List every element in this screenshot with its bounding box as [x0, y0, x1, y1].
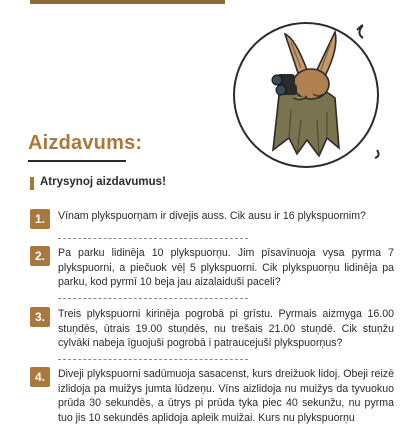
instruction-marker: [30, 177, 34, 190]
task-text: Treis plykspuorni kirinēja pogrobā pi grīstu. Pyrmais aizmyga 16.00 stuņdēs, ūtrais 19.00 stuņdēs, nu trešais 21.00 stuņdē. Cik stuņžu cylvāki nabeja īguojuši pogrobā i patraucejuši plykspuorņus?: [58, 308, 394, 350]
bat-with-binoculars-icon: [231, 20, 381, 170]
task-text: Vīnam plykspuorņam ir divejis auss. Cik ausu ir 16 plykspuornim?: [58, 210, 366, 222]
bat-illustration: [231, 20, 381, 170]
task-number-badge: 3.: [30, 307, 50, 327]
answer-line[interactable]: [58, 359, 248, 360]
task-number-badge: 2.: [30, 246, 50, 266]
task-number-badge: 1.: [30, 209, 50, 229]
instruction-text: Atrysynoj aizdavumus!: [40, 176, 166, 188]
task-text: Pa parku lidinēja 10 plykspuorņu. Jim pīsavīnuoja vysa pyrma 7 plykspuorni, a piečuok vēļ 5 plykspuorni. Cik plykspuorņu lidinēja pa parku, kod pyrmī 10 beja jau aizalaiduši paceli?: [58, 247, 394, 289]
answer-line[interactable]: [58, 298, 248, 299]
top-rule: [30, 0, 225, 4]
section-title: Aizdavums:: [28, 132, 143, 154]
title-underline: [28, 160, 126, 162]
answer-line[interactable]: [58, 238, 248, 239]
task-number-badge: 4.: [30, 367, 50, 387]
task-text: Diveji plykspuorni sadūmuoja sasacenst, kurs dreižuok lidoj. Obeji reizē izlidoja pa muižys jumta lūdzeņu. Vīns aizlidoja nu muižys da tyvuokuo prūda 30 sekundēs, a ūtrys pi prūda tyka piec 40 sekunžu, nu pyrma tuo jis 10 sekundēs aplidoja apleik muižai. Kurs nu plykspuorņu: [58, 368, 394, 424]
